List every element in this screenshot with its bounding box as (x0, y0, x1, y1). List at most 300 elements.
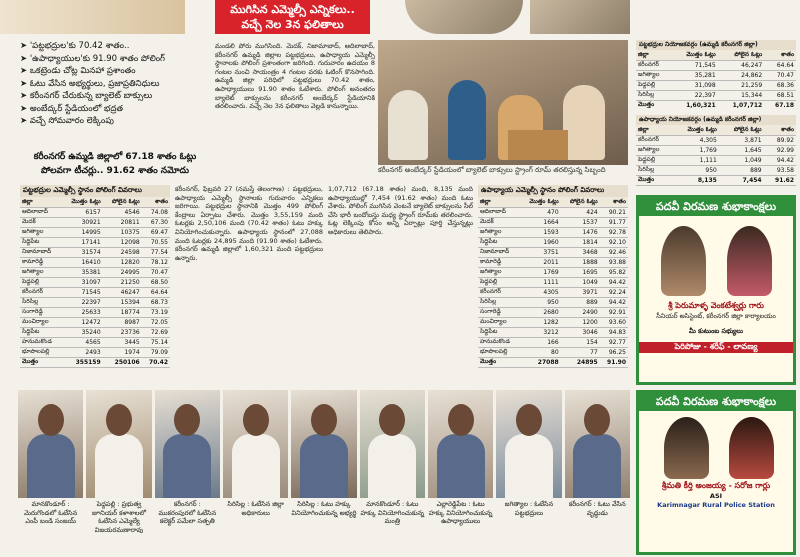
table-cell: మంచిర్యాల (20, 317, 62, 327)
photo-caption: కరీంనగర్ అంబేద్కర్ స్టేడియంలో బ్యాలెట్ బాక్సులు స్ట్రాంగ్ రూమ్ తరలిస్తున్న సిబ్బంది (378, 166, 606, 174)
table-cell: 30921 (62, 217, 103, 227)
retirement-ad-1 (636, 195, 796, 385)
table-cell: 20811 (103, 217, 142, 227)
table-cell: 17141 (62, 237, 103, 247)
table-row (478, 317, 628, 327)
table-cell: 355159 (62, 357, 103, 367)
table-cell: 89.92 (764, 135, 796, 145)
table-cell: 3046 (561, 327, 600, 337)
table-cell: 1695 (561, 267, 600, 277)
table-row (478, 347, 628, 357)
table-cell: 10375 (103, 227, 142, 237)
table-row (20, 317, 170, 327)
ad-honoree-name: శ్రీ పెరుమాళ్ళ వెంకటేశ్వర్లు గారు (668, 301, 764, 310)
table-cell: 3445 (103, 337, 142, 347)
table-row (636, 90, 796, 100)
table-cell: 71545 (62, 287, 103, 297)
table-cell: 950 (672, 165, 719, 175)
column-header: మొత్తం ఓట్లు (672, 125, 719, 135)
table-row (636, 145, 796, 155)
table-cell: సంగారెడ్డి (478, 307, 520, 317)
column-header: పోలైన ఓట్లు (103, 197, 142, 207)
table-cell: జగిత్యాల (636, 145, 672, 155)
table-cell: ఆదిలాబాద్ (20, 207, 62, 217)
voter-photo (496, 390, 561, 498)
table-cell: 35240 (62, 327, 103, 337)
table-cell: కామారెడ్డి (478, 257, 520, 267)
voter-caption: ఎల్లారెడ్డిపేట : ఓటు హక్కు వినియోగించుకున్న ఉపాధ్యాయులు (428, 500, 493, 525)
table-cell: 46,247 (718, 60, 764, 70)
table-row (636, 60, 796, 70)
voter-caption: పెద్దపల్లి : ప్రభుత్వ జూనియర్ కళాశాలలో ఓటేసిన ఎమ్మెల్యే విజయరమణారావు (91, 500, 147, 534)
voter-caption: మానకొండూర్ : ఓటు హక్కు వినియోగించుకున్న మంత్రి (360, 500, 425, 525)
table-row (636, 175, 796, 185)
table-cell: 22397 (62, 297, 103, 307)
table-cell: 8987 (103, 317, 142, 327)
table-cell: మొత్తం (636, 175, 672, 185)
table-cell: సంగారెడ్డి (20, 307, 62, 317)
table-cell: సిరిసిల్ల (20, 297, 62, 307)
table-cell: మొత్తం (636, 100, 671, 110)
table-row (20, 357, 170, 367)
voter-photo (18, 390, 83, 498)
table-cell: 7,454 (719, 175, 764, 185)
article-column-3: 1,07,712 (67.18 శాతం) మంది, 8,135 మంది ఉపాధ్యాయుల్లో 7,454 (91.62 శాతం) మంది ఓటు వేశారు. పోలింగ్ ముగిసిన వెంటనే బ్యాలెట్ బాక్సులను సీల్ చేసి భారీ బందోబస్తు మధ్య స్ట్రాంగ్ రూమ్‌కు తరలించారు. ఓట్ల లెక్కింపు కోసం అన్ని ఏర్పాట్లు పూర్తి చేస్తున్నట్లు అధికారులు తెలిపారు. (328, 185, 473, 236)
table-cell: మెదక్ (478, 217, 520, 227)
table-cell: 1888 (561, 257, 600, 267)
table-row (636, 165, 796, 175)
table-row (20, 327, 170, 337)
table-cell: 95.82 (600, 267, 628, 277)
top-photo-left (0, 0, 185, 34)
table-cell: 154 (561, 337, 600, 347)
table-header-row (478, 197, 628, 207)
ad-header: పదవీ విరమణ శుభాకాంక్షలు (639, 198, 793, 216)
table-cell: 92.10 (600, 237, 628, 247)
table-cell: 1814 (561, 237, 600, 247)
voter-photo-tile (223, 390, 288, 555)
table-cell: 35,281 (671, 70, 717, 80)
table-cell: 92.46 (600, 247, 628, 257)
table-cell: హనుమకొండ (478, 337, 520, 347)
table-cell: 950 (520, 297, 561, 307)
key-point: ➤ కరీంనగర్ చేరుకున్న బ్యాలెట్ బాక్సులు (20, 90, 210, 103)
key-point: ➤ 'ఉపాధ్యాయుల'కు 91.90 శాతం పోలింగ్ (20, 53, 210, 66)
table-cell: 92.99 (764, 145, 796, 155)
table-cell: 31097 (62, 277, 103, 287)
ballot-box-photo (378, 40, 628, 165)
table-cell: 93.58 (764, 165, 796, 175)
voter-photo-tile (496, 390, 561, 555)
key-point: ➤ 'పట్టభద్రుల'కు 70.42 శాతం.. (20, 40, 210, 53)
table-cell: 67.18 (764, 100, 796, 110)
table-cell: 68.50 (142, 277, 170, 287)
table-cell: 1769 (520, 267, 561, 277)
column-header: పోలైన ఓట్లు (719, 125, 764, 135)
table-cell: 4565 (62, 337, 103, 347)
column-header: జిల్లా (636, 50, 671, 60)
portrait-male (664, 417, 709, 479)
table-cell: 1974 (103, 347, 142, 357)
voter-photo-tile (18, 390, 83, 555)
table-cell: సిద్దిపేట (478, 237, 520, 247)
table-cell: సిద్దిపేట (20, 237, 62, 247)
table-cell: 25633 (62, 307, 103, 317)
voter-photo (155, 390, 220, 498)
table-cell: కరీంనగర్ (636, 60, 671, 70)
table-cell: 92.78 (600, 227, 628, 237)
ad-wish: మీ కుటుంబ సభ్యులు (689, 327, 743, 335)
top-photo-right (530, 0, 630, 34)
voter-caption: సిరిసిల్ల : ఓటు హక్కు వినియోగించుకున్న అభ్యర్థి (291, 500, 357, 517)
table-cell: 92.77 (600, 337, 628, 347)
ad-honoree-name: శ్రీమతి కీర్తి అంజయ్య - సరోజ గార్లు (661, 481, 771, 490)
table-row (636, 135, 796, 145)
voter-photo-tile (86, 390, 151, 555)
table-cell: కరీంనగర్ (636, 135, 672, 145)
table-cell: 70.47 (142, 267, 170, 277)
table-cell: 889 (719, 165, 764, 175)
table-row (636, 70, 796, 80)
table-row (478, 297, 628, 307)
table-cell: 3212 (520, 327, 561, 337)
table-cell: 24995 (103, 267, 142, 277)
table-cell: 15,344 (718, 90, 764, 100)
table-cell: 24,862 (718, 70, 764, 80)
table-cell: 64.64 (764, 60, 796, 70)
table-cell: పెద్దపల్లి (636, 155, 672, 165)
table-cell: 16410 (62, 257, 103, 267)
table-cell: మెదక్ (20, 217, 62, 227)
graduates-table-block (20, 185, 170, 385)
right-graduates-title: పట్టభద్రుల నియోజకవర్గం (ఉమ్మడి కరీంనగర్ జిల్లా) (636, 40, 796, 50)
table-cell: 3,871 (719, 135, 764, 145)
table-cell: 1,769 (672, 145, 719, 155)
table-cell: కరీంనగర్ (478, 287, 520, 297)
voter-photo-strip (18, 390, 630, 555)
table-cell: సిద్దిపేట (478, 327, 520, 337)
key-point: ➤ అంబేద్కర్ స్టేడియంలో భద్రత (20, 103, 210, 116)
table-header-row (20, 197, 170, 207)
table-cell: పెద్దపల్లి (636, 80, 671, 90)
teachers-table-body (478, 207, 628, 367)
table-cell: 77.54 (142, 247, 170, 257)
table-cell: 94.83 (600, 327, 628, 337)
table-row (478, 287, 628, 297)
portrait-female (729, 417, 774, 479)
table-cell: కామారెడ్డి (20, 257, 62, 267)
table-cell: మొత్తం (20, 357, 62, 367)
table-cell: 21250 (103, 277, 142, 287)
headline-line2: వచ్చే నెల 3న ఫలితాలు (241, 18, 344, 31)
table-cell: 1200 (561, 317, 600, 327)
teachers-table-title: ఉపాధ్యాయ ఎమ్మెల్సీ స్థానం పోలింగ్ వివరాలు (478, 185, 628, 197)
table-header-row (636, 50, 796, 60)
graduates-table-title: పట్టభద్రుల ఎమ్మెల్సీ స్థానం పోలింగ్ వివరాలు (20, 185, 170, 197)
voter-caption: జగిత్యాల : ఓటేసిన పట్టభద్రులు (504, 500, 554, 517)
right-graduates-block (636, 40, 796, 110)
right-teachers-table (636, 125, 796, 186)
table-cell: 1282 (520, 317, 561, 327)
table-cell: 12472 (62, 317, 103, 327)
table-cell: 74.08 (142, 207, 170, 217)
table-row (478, 237, 628, 247)
table-row (20, 337, 170, 347)
graduates-table-body (20, 207, 170, 367)
key-point: ➤ ఒకట్రెండు చోట్ల మినహా ప్రశాంతం (20, 65, 210, 78)
table-cell: 4,305 (672, 135, 719, 145)
table-cell: 15394 (103, 297, 142, 307)
table-cell: 27088 (520, 357, 561, 367)
headline-line1: ముగిసిన ఎమ్మెల్సీ ఎన్నికలు.. (230, 3, 355, 16)
table-row (20, 267, 170, 277)
table-row (478, 227, 628, 237)
table-cell: 18774 (103, 307, 142, 317)
table-row (20, 347, 170, 357)
table-cell: మొత్తం (478, 357, 520, 367)
table-row (478, 247, 628, 257)
table-cell: 64.64 (142, 287, 170, 297)
column-header: శాతం (764, 125, 796, 135)
table-cell: 2493 (62, 347, 103, 357)
right-graduates-table (636, 50, 796, 110)
table-cell: 1,07,712 (718, 100, 764, 110)
table-cell: 250106 (103, 357, 142, 367)
table-header-row (636, 125, 796, 135)
table-cell: 24895 (561, 357, 600, 367)
table-cell: 92.91 (600, 307, 628, 317)
column-header: శాతం (600, 197, 628, 207)
table-cell: జగిత్యాల (478, 227, 520, 237)
table-cell: 470 (520, 207, 561, 217)
table-cell: సిద్దిపేట (20, 327, 62, 337)
ad-header: పదవీ విరమణ శుభాకాంక్షలు (639, 393, 793, 411)
table-cell: 889 (561, 297, 600, 307)
table-cell: 3468 (561, 247, 600, 257)
voter-caption: కరీంనగర్ : ముకరంపురలో ఓటేసిన కలెక్టర్ పమేలా సత్పతి (158, 500, 217, 525)
table-cell: పెద్దపల్లి (478, 277, 520, 287)
table-cell: 91.62 (764, 175, 796, 185)
table-cell: 71,545 (671, 60, 717, 70)
table-cell: 424 (561, 207, 600, 217)
table-row (478, 337, 628, 347)
table-cell: 69.47 (142, 227, 170, 237)
table-row (636, 80, 796, 90)
key-points-list (20, 40, 210, 150)
table-cell: 70.47 (764, 70, 796, 80)
table-cell: 1049 (561, 277, 600, 287)
table-cell: 24598 (103, 247, 142, 257)
table-cell: హనుమకొండ (20, 337, 62, 347)
table-cell: 93.60 (600, 317, 628, 327)
top-photo-center (405, 0, 523, 34)
teachers-table-block (478, 185, 628, 385)
portrait-female (727, 226, 772, 296)
table-cell: 72.69 (142, 327, 170, 337)
table-cell: 1,645 (719, 145, 764, 155)
column-header: జిల్లా (636, 125, 672, 135)
table-cell: 1,60,321 (671, 100, 717, 110)
table-cell: 96.25 (600, 347, 628, 357)
table-cell: 68.51 (764, 90, 796, 100)
column-header: పోలైన ఓట్లు (561, 197, 600, 207)
table-row (478, 207, 628, 217)
table-cell: 12820 (103, 257, 142, 267)
table-cell: 1593 (520, 227, 561, 237)
voter-photo-tile (565, 390, 630, 555)
table-cell: 80 (520, 347, 561, 357)
table-cell: 2011 (520, 257, 561, 267)
table-cell: 70.42 (142, 357, 170, 367)
table-cell: 75.14 (142, 337, 170, 347)
voter-grid (18, 390, 630, 555)
table-cell: 166 (520, 337, 561, 347)
table-row (478, 357, 628, 367)
table-cell: జగిత్యాల (478, 267, 520, 277)
voter-caption: కరీంనగర్ : ఓటు వేసిన వృద్ధుడు (568, 500, 626, 517)
voter-photo (86, 390, 151, 498)
retirement-ad-2 (636, 390, 796, 555)
right-teachers-block (636, 115, 796, 187)
ad-station: Karimnagar Rural Police Station (657, 501, 775, 509)
table-cell: 3751 (520, 247, 561, 257)
table-cell: 90.21 (600, 207, 628, 217)
table-cell: 94.42 (600, 297, 628, 307)
key-point: ➤ వచ్చే సోమవారం లెక్కింపు (20, 115, 210, 128)
table-cell: నిజామాబాద్ (478, 247, 520, 257)
table-row (20, 237, 170, 247)
table-cell: 92.24 (600, 287, 628, 297)
voter-photo (360, 390, 425, 498)
table-cell: 23736 (103, 327, 142, 337)
table-cell: సిరిసిల్ల (636, 165, 672, 175)
table-cell: 78.12 (142, 257, 170, 267)
right-graduates-body (636, 60, 796, 110)
table-cell: 1476 (561, 227, 600, 237)
right-teachers-body (636, 135, 796, 185)
table-cell: 79.09 (142, 347, 170, 357)
table-row (20, 207, 170, 217)
table-cell: 35381 (62, 267, 103, 277)
table-cell: 72.05 (142, 317, 170, 327)
table-cell: 93.88 (600, 257, 628, 267)
table-row (20, 277, 170, 287)
table-cell: భూపాలపల్లి (20, 347, 62, 357)
portrait-male (661, 226, 706, 296)
table-row (478, 277, 628, 287)
table-cell: 2490 (561, 307, 600, 317)
table-cell: 31574 (62, 247, 103, 257)
table-cell: 21,259 (718, 80, 764, 90)
table-cell: సిరిసిల్ల (478, 297, 520, 307)
table-cell: 1,049 (719, 155, 764, 165)
highlight-summary: కరీంనగర్ ఉమ్మడి జిల్లాలో 67.18 శాతం ఓట్లు పోలవగా టీచర్లు.. 91.62 శాతం నమోదు (33, 152, 197, 176)
table-cell: 1,111 (672, 155, 719, 165)
table-row (20, 307, 170, 317)
table-cell: 94.42 (600, 277, 628, 287)
article-column-2: కరీంనగర్, ఫిబ్రవరి 27 (నమస్తే తెలంగాణ) : పట్టభద్రులు, ఉపాధ్యాయ ఎమ్మెల్సీ స్థానాలకు గురువారం ఎన్నికలు జరిగాయి. పట్టభద్రుల స్థానానికి మొత్తం 499 పోలింగ్ కేంద్రాలు ఏర్పాటు చేశారు. మొత్తం 3,55,159 మంది ఓటర్లకు 2,50,106 మంది (70.42 శాతం) ఓటు హక్కు వినియోగించుకున్నారు. ఉపాధ్యాయ స్థానంలో 27,088 మంది ఓటర్లకు 24,895 మంది (91.90 శాతం) ఓటేశారు. కరీంనగర్ ఉమ్మడి జిల్లాలో 1,60,321 మంది పట్టభద్రులు ఉన్నారు. (175, 185, 323, 262)
voter-photo (428, 390, 493, 498)
table-cell: 31,098 (671, 80, 717, 90)
table-cell: నిజామాబాద్ (20, 247, 62, 257)
table-cell: 4305 (520, 287, 561, 297)
voter-photo-tile (360, 390, 425, 555)
article-column-1: మండలి పోరు ముగిసింది. మెదక్, నిజామాబాద్, ఆదిలాబాద్, కరీంనగర్ ఉమ్మడి జిల్లాల పట్టభద్రులు, ఉపాధ్యాయ ఎమ్మెల్సీ స్థానాలకు పోలింగ్ ప్రశాంతంగా జరిగింది. గురువారం ఉదయం 8 గంటల నుంచి సాయంత్రం 4 గంటల వరకు ఓటింగ్ కొనసాగింది. ఉమ్మడి జిల్లా పరిధిలో పట్టభద్రులు 70.42 శాతం, ఉపాధ్యాయులు 91.90 శాతం ఓటేశారు. పోలింగ్ అనంతరం బ్యాలెట్ బాక్సులను కరీంనగర్ అంబేద్కర్ స్టేడియానికి తరలించారు. వచ్చే నెల 3న ఫలితాలు వెల్లడి కానున్నాయి. (215, 42, 375, 111)
table-row (20, 217, 170, 227)
column-header: మొత్తం ఓట్లు (62, 197, 103, 207)
table-cell: 1111 (520, 277, 561, 287)
teachers-table (478, 197, 628, 368)
voter-caption: మానకొండూర్ : మెరుగొండలో ఓటేసిన ఎంపీ బండి సంజయ్ (24, 500, 78, 525)
table-cell: 67.30 (142, 217, 170, 227)
ad-rank: ASI (709, 492, 723, 500)
column-header: శాతం (764, 50, 796, 60)
table-cell: 94.42 (764, 155, 796, 165)
table-row (478, 217, 628, 227)
table-cell: 8,135 (672, 175, 719, 185)
voter-photo-tile (428, 390, 493, 555)
ad-detail: సీనియర్ అసిస్టెంట్, కరీంనగర్ జిల్లా కార్యాలయం (656, 312, 776, 320)
table-row (20, 227, 170, 237)
table-cell: మంచిర్యాల (478, 317, 520, 327)
table-cell: 91.90 (600, 357, 628, 367)
table-cell: 6157 (62, 207, 103, 217)
table-row (20, 257, 170, 267)
table-cell: 68.73 (142, 297, 170, 307)
table-row (20, 297, 170, 307)
table-cell: జగిత్యాల (20, 267, 62, 277)
table-cell: 12098 (103, 237, 142, 247)
table-cell: 1960 (520, 237, 561, 247)
key-point: ➤ ఓటు వేసిన అభ్యర్థులు, ప్రజాప్రతినిధులు (20, 78, 210, 91)
ad-footer: పెరిపోజు - శరీఫ్ - లావణ్య (639, 342, 793, 353)
table-row (478, 267, 628, 277)
table-cell: 73.19 (142, 307, 170, 317)
table-cell: కరీంనగర్ (20, 287, 62, 297)
table-cell: 1664 (520, 217, 561, 227)
table-cell: 4546 (103, 207, 142, 217)
column-header: జిల్లా (478, 197, 520, 207)
table-row (478, 327, 628, 337)
voter-photo (223, 390, 288, 498)
table-row (20, 287, 170, 297)
table-cell: 3971 (561, 287, 600, 297)
table-cell: 46247 (103, 287, 142, 297)
table-row (478, 307, 628, 317)
table-cell: 14995 (62, 227, 103, 237)
column-header: మొత్తం ఓట్లు (671, 50, 717, 60)
graduates-table (20, 197, 170, 368)
right-teachers-title: ఉపాధ్యాయ నియోజకవర్గం (ఉమ్మడి కరీంనగర్ జిల్లా) (636, 115, 796, 125)
table-cell: 91.77 (600, 217, 628, 227)
table-row (478, 257, 628, 267)
table-cell: జగిత్యాల (636, 70, 671, 80)
table-row (636, 100, 796, 110)
voter-photo (291, 390, 356, 498)
voter-photo-tile (155, 390, 220, 555)
table-cell: 1537 (561, 217, 600, 227)
table-cell: 70.55 (142, 237, 170, 247)
voter-caption: సిరిసిల్ల : ఓటేసిన జిల్లా అధికారులు (227, 500, 284, 517)
voter-photo-tile (291, 390, 356, 555)
column-header: పోలైన ఓట్లు (718, 50, 764, 60)
headline-box (215, 0, 370, 34)
table-cell: 2680 (520, 307, 561, 317)
table-cell: 22,397 (671, 90, 717, 100)
table-cell: పెద్దపల్లి (20, 277, 62, 287)
voter-photo (565, 390, 630, 498)
table-cell: భూపాలపల్లి (478, 347, 520, 357)
